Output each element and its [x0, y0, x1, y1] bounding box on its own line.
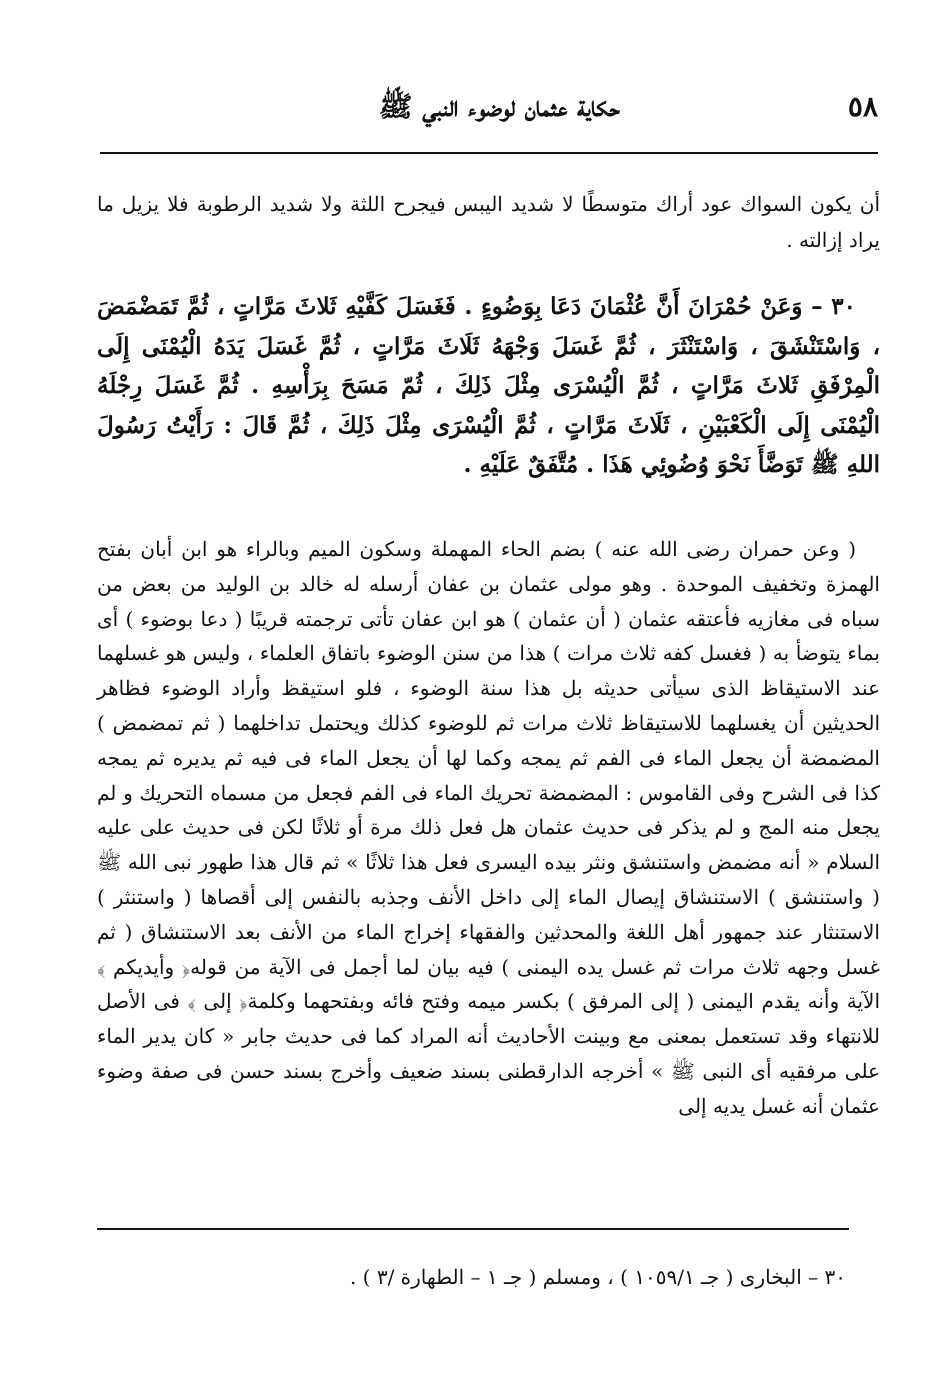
hadith-text: ٣٠ – وَعَنْ حُمْرَانَ أَنَّ عُثْمَانَ دَعَا بِوَضُوءٍ . فَغَسَلَ كَفَّيْهِ ثَلاثَ مَرَّاتٍ ، ثُمَّ تَمَضْمَضَ ، وَاسْتَنْشَقَ ، وَاسْتَنْثَرَ ، ثُمَّ غَسَلَ وَجْهَهُ ثَلَاثَ مَرَّاتٍ ، ثُمَّ غَسَلَ يَدَهُ الْيُمْنَى إِلَى الْمِرْفَقِ ثَلاثَ مَرَّاتٍ ، ثُمَّ الْيُسْرَى مِثْلَ ذَلِكَ ، ثُمّ مَسَحَ بِرَأْسِهِ . ثُمَّ غَسَلَ رِجْلَهُ الْيُمْنَى إِلَى الْكَعْبَيْنِ ، ثَلَاثَ مَرَّاتٍ ، ثُمَّ الْيُسْرَى مِثْلَ ذَلِكَ ، ثُمَّ قَالَ : رَأَيْتُ رَسُولَ اللهِ ﷺ تَوَضَّأَ نَحْوَ وُضُوئِي هَذَا . مُتَّفَقٌ عَلَيْهِ . [97, 293, 880, 478]
running-title: حكاية عثمان لوضوء النبي ﷺ [378, 90, 620, 123]
footnote-divider [97, 1228, 849, 1230]
page-number: ٥٨ [847, 90, 878, 123]
commentary-paragraph [97, 532, 880, 1124]
page-header [100, 80, 878, 140]
hadith-paragraph [97, 287, 880, 485]
intro-paragraph: أن يكون السواك عود أراك متوسطًا لا شديد اليبس فيجرح اللثة ولا شديد الرطوبة فلا يزيل ما يراد إزالته . [97, 192, 880, 252]
commentary-text: ( وعن حمران رضى الله عنه ) بضم الحاء المهملة وسكون الميم وبالراء هو ابن أبان بفتح الهمزة وتخفيف الموحدة . وهو مولى عثمان بن عفان أرسله له خالد بن الوليد من بعض من سباه فى مغازيه فأعتقه عثمان ( أن عثمان ) هو ابن عفان تأتى ترجمته قريبًا ( دعا بوضوء ) أى بماء يتوضأ به ( فغسل كفه ثلاث مرات ) هذا من سنن الوضوء باتفاق العلماء ، وليس هو غسلهما عند الاستيقاظ الذى سيأتى حديثه بل هذا سنة الوضوء ، فلو استيقظ وأراد الوضوء فظاهر الحديثين أن يغسلهما للاستيقاظ ثلاث مرات ثم للوضوء كذلك ويحتمل تداخلهما ( ثم تمضمض ) المضمضة أن يجعل الماء فى الفم ثم يمجه وكما لها أن يجعل الماء فى فيه ثم يديره ثم يمجه كذا فى الشرح وفى القاموس : المضمضة تحريك الماء فى الفم فجعل من مسماه التحريك و لم يجعل منه المج و لم يذكر فى حديث عثمان هل فعل ذلك مرة أو ثلاثًا لكن فى حديث على عليه السلام « أنه مضمض واستنشق ونثر بيده اليسرى فعل هذا ثلاثًا » ثم قال هذا طهور نبى الله ﷺ ( واستنشق ) الاستنشاق إيصال الماء إلى داخل الأنف وجذبه بالنفس إلى أقصاها ( واستنثر ) الاستنثار عند جمهور أهل اللغة والمحدثين والفقهاء إخراج الماء من الأنف بعد الاستنشاق ( ثم غسل وجهه ثلاث مرات ثم غسل يده اليمنى ) فيه بيان لما أجمل فى الآية من قوله﴿ وأيديكم ﴾الآية وأنه يقدم اليمنى ( إلى المرفق ) بكسر ميمه وفتح فائه وبفتحهما وكلمة﴿ إلى ﴾ فى الأصل للانتهاء وقد تستعمل بمعنى مع وبينت الأحاديث أنه المراد كما فى حديث جابر « كان يدير الماء على مرفقيه أى النبى ﷺ » أخرجه الدارقطنى بسند ضعيف وأخرج بسند حسن فى صفة وضوء عثمان أنه غسل يديه إلى [97, 537, 880, 1118]
footnote: ٣٠ – البخارى ( جـ ١٠٥٩/١ ) ، ومسلم ( جـ ١ – الطهارة /٣ ) . [349, 1265, 846, 1289]
header-divider [100, 152, 878, 154]
